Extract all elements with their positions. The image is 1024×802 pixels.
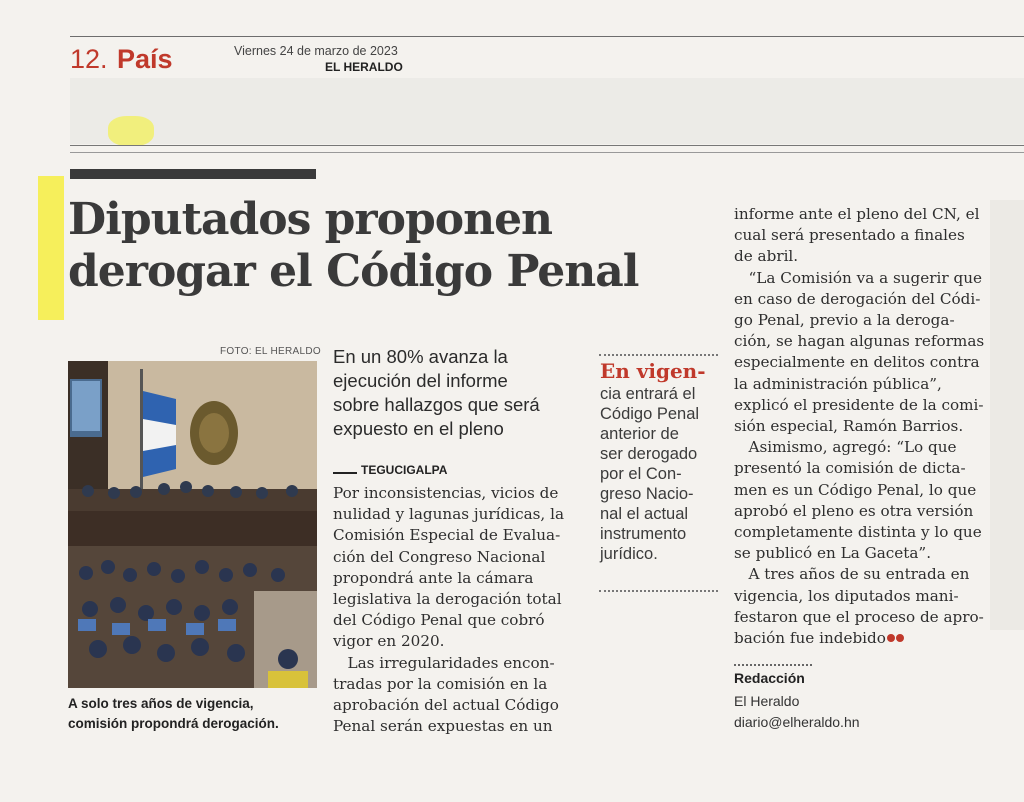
deck-line: expuesto en el pleno — [333, 418, 504, 439]
body-line-last — [734, 628, 986, 649]
body-line: Por inconsistencias, vicios de — [333, 484, 559, 502]
pullquote-line: por el Con- — [600, 465, 682, 483]
headline-line: derogar el Código Penal — [68, 246, 639, 297]
body-line: Asimismo, agregó: “Lo que — [734, 438, 957, 457]
body-line: se publicó en La Gaceta”. — [734, 544, 932, 563]
body-line: festaron que el proceso de apro- — [734, 607, 984, 626]
deck-line: ejecución del informe — [333, 370, 508, 391]
end-mark-icon — [887, 634, 895, 642]
body-line: bación fue indebido — [734, 629, 886, 648]
byline-email[interactable]: diario@elheraldo.hn — [734, 714, 860, 730]
page-edge-bleed — [990, 200, 1024, 630]
pullquote-line: ser derogado — [600, 445, 698, 463]
body-line: informe ante el pleno del CN, el — [734, 205, 980, 223]
caption-line: comisión propondrá derogación. — [68, 716, 279, 731]
section-rule-top — [70, 145, 1024, 146]
section-title: País — [117, 44, 173, 74]
body-line: aprobó el pleno es otra versión — [734, 501, 974, 520]
photo-credit: FOTO: EL HERALDO — [220, 346, 321, 357]
body-line: especialmente en delitos contra — [734, 353, 980, 372]
end-mark-icon — [896, 634, 904, 642]
body-column-1 — [333, 483, 585, 737]
pullquote-rule-top — [599, 354, 718, 356]
body-line: ción, se hagan algunas reformas — [734, 332, 985, 351]
headline — [68, 194, 708, 298]
pullquote-line: cia entrará el — [600, 385, 696, 403]
pullquote-line: nal el actual — [600, 505, 689, 523]
body-line: explicó el presidente de la comi- — [734, 395, 984, 414]
page-number: 12. — [70, 44, 108, 74]
section-rule-bottom — [70, 152, 1024, 153]
issue-date: Viernes 24 de marzo de 2023 — [234, 44, 398, 58]
article-deck — [333, 345, 583, 441]
highlighter-mark — [38, 176, 64, 320]
body-line: vigencia, los diputados mani- — [734, 586, 959, 605]
body-line: men es un Código Penal, lo que — [734, 480, 977, 499]
body-line: nulidad y lagunas jurídicas, la — [333, 505, 564, 524]
body-line: Las irregularidades encon- — [333, 653, 555, 672]
body-line: “La Comisión va a sugerir que — [734, 268, 982, 287]
byline-name: El Heraldo — [734, 693, 800, 709]
body-line: Comisión Especial de Evalua- — [333, 526, 561, 545]
bleed-through-band — [70, 78, 1024, 144]
body-line: go Penal, previo a la deroga- — [734, 311, 955, 330]
body-line: aprobación del actual Código — [333, 696, 559, 715]
body-line: legislativa la derogación total — [333, 590, 562, 609]
newspaper-name: EL HERALDO — [325, 60, 403, 74]
pullquote-line: instrumento — [600, 525, 687, 543]
headline-line: Diputados proponen — [68, 194, 553, 245]
highlighter-smudge — [108, 116, 154, 146]
byline-label: Redacción — [734, 670, 805, 686]
dateline: TEGUCIGALPA — [361, 463, 448, 477]
caption-line: A solo tres años de vigencia, — [68, 696, 254, 711]
body-line: Penal serán expuestas en un — [333, 717, 553, 736]
header-rule — [70, 36, 1024, 37]
congress-chamber-image — [68, 361, 317, 688]
congress-photo — [68, 361, 317, 688]
body-line: del Código Penal que cobró — [333, 611, 545, 630]
body-line: presentó la comisión de dicta- — [734, 459, 966, 478]
deck-line: sobre hallazgos que será — [333, 394, 540, 415]
body-line: en caso de derogación del Códi- — [734, 289, 981, 308]
body-line: la administración pública”, — [734, 374, 942, 393]
headline-bar — [70, 169, 316, 179]
body-line: propondrá ante la cámara — [333, 568, 534, 587]
body-line: tradas por la comisión en la — [333, 674, 548, 693]
pullquote-line: greso Nacio- — [600, 485, 694, 503]
body-line: sión especial, Ramón Barrios. — [734, 417, 964, 436]
deck-line: En un 80% avanza la — [333, 346, 508, 367]
body-line: vigor en 2020. — [333, 632, 445, 651]
body-line: ción del Congreso Nacional — [333, 547, 546, 566]
pullquote-line: anterior de — [600, 425, 679, 443]
body-line: cual será presentado a finales — [734, 226, 965, 245]
byline-rule — [734, 664, 812, 666]
photo-caption — [68, 694, 330, 734]
pullquote-lead: En vigen- — [600, 359, 706, 383]
pullquote-line: jurídico. — [600, 545, 658, 563]
pullquote-rule-bottom — [599, 590, 718, 592]
body-column-2 — [734, 204, 986, 649]
body-line: de abril. — [734, 247, 799, 266]
dateline-rule — [333, 472, 357, 474]
body-line: A tres años de su entrada en — [734, 565, 970, 584]
pullquote — [600, 384, 724, 564]
body-line: completamente distinta y lo que — [734, 523, 982, 542]
pullquote-line: Código Penal — [600, 405, 700, 423]
